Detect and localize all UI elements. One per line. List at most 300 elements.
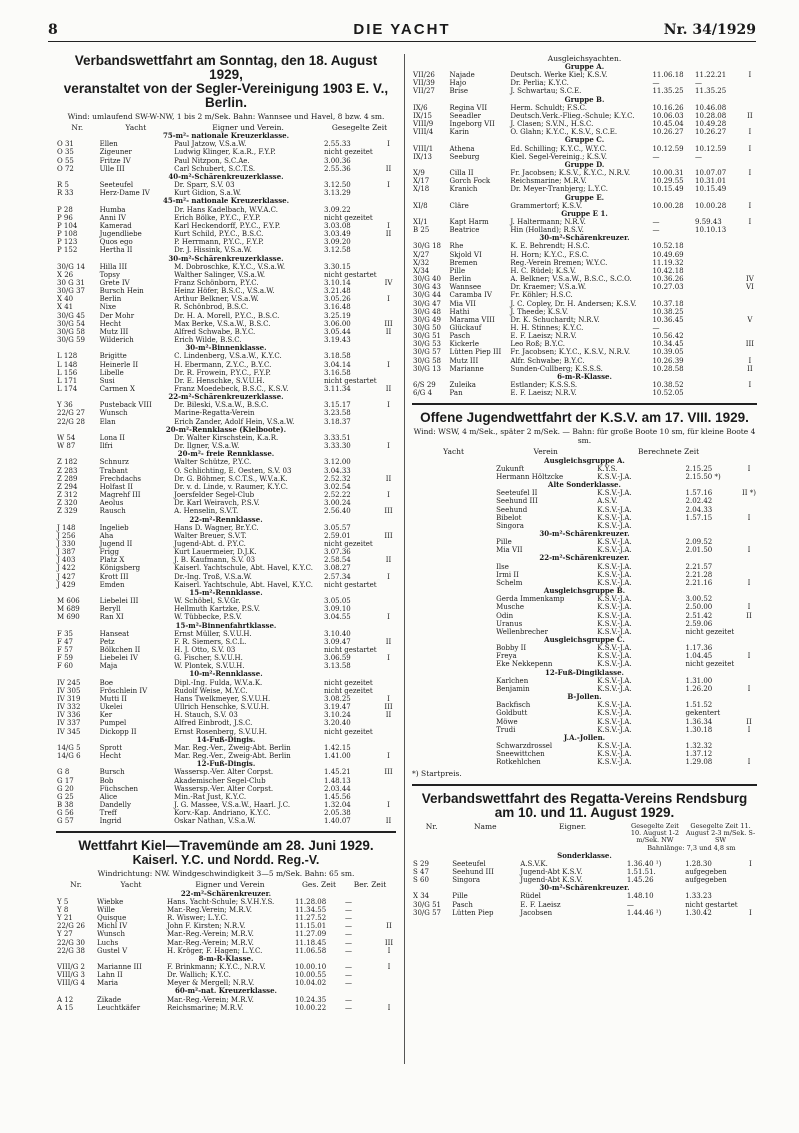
section-rule xyxy=(412,403,757,405)
placing xyxy=(743,300,757,308)
time-2: — xyxy=(345,914,352,923)
owner-club: Paul Nitzpon, S.C.Ae. xyxy=(174,156,250,165)
placing: II xyxy=(747,111,753,120)
table-row xyxy=(56,507,396,515)
owner-club: A.S.V. xyxy=(597,497,618,506)
table-row xyxy=(56,238,396,246)
time-2: I xyxy=(387,491,390,500)
entry-number: 6/S 29 xyxy=(413,381,436,390)
owner-club: Jugend-Abt K.S.V. xyxy=(520,876,583,885)
time-2 xyxy=(694,242,743,250)
entry-number: G 56 xyxy=(57,809,74,818)
yacht-name: Susi xyxy=(99,376,115,385)
time-2 xyxy=(381,287,396,295)
time: 3.21.48 xyxy=(324,287,351,296)
owner-club: W. Tübbecke, P.S.V. xyxy=(174,613,242,622)
time: 3.33.30 xyxy=(324,442,351,451)
yacht-name: Wunsch xyxy=(99,409,128,418)
time: 10.29.55 xyxy=(652,177,684,186)
time-2 xyxy=(741,538,757,546)
section-jugendwettfahrt xyxy=(412,411,757,777)
time-2: II *) xyxy=(741,489,756,498)
time-2 xyxy=(381,157,396,165)
time-2: IV xyxy=(384,278,393,287)
table-row xyxy=(412,218,757,226)
yacht-name: Glückauf xyxy=(449,324,482,332)
entry-number: J 330 xyxy=(57,539,76,548)
owner-club: Hans. Yacht-Schule; S.V.H.Y.S. xyxy=(167,897,275,906)
table-row xyxy=(412,612,757,620)
entry-number: IX/15 xyxy=(413,111,433,120)
table-row xyxy=(412,628,757,636)
entry-number: 30 G 31 xyxy=(57,278,85,287)
entry-number: IX/13 xyxy=(413,152,433,161)
yacht-name: Singora xyxy=(496,521,524,530)
entry-number: 30/G 51 xyxy=(413,332,441,341)
time: nicht gezeitet xyxy=(324,213,373,222)
time-2 xyxy=(381,352,396,360)
placing: I xyxy=(387,946,391,955)
table-row xyxy=(412,71,757,79)
table-row xyxy=(56,312,396,320)
owner-club: Deutsch. Werke Kiel; K.S.V. xyxy=(510,71,608,80)
yacht-name: Luchs xyxy=(97,938,119,947)
owner-club: Reichsmarine; M.R.V. xyxy=(167,1003,244,1012)
owner-club: Hellmuth Kartzke, P.S.V. xyxy=(174,605,260,614)
yacht-name: Platz X xyxy=(99,556,125,565)
yacht-name: Berlin xyxy=(449,275,472,284)
time: 1.36.34 xyxy=(685,717,713,726)
time-2: II xyxy=(746,717,752,726)
time-2 xyxy=(381,238,396,246)
entry-number: X/17 xyxy=(413,177,430,186)
yacht-name: Boe xyxy=(99,678,114,687)
entry-number: G 17 xyxy=(57,776,74,785)
owner-club: Wassersp.-Ver. Alter Corpst. xyxy=(174,784,274,793)
placing xyxy=(382,996,396,1004)
time-2: — xyxy=(345,995,352,1004)
entry-number: 22/G 26 xyxy=(57,922,85,931)
entry-number xyxy=(412,718,495,726)
time-2 xyxy=(741,473,757,481)
entry-number: 30/G 49 xyxy=(413,315,441,324)
table-row xyxy=(412,876,757,884)
table-row xyxy=(412,316,757,324)
yacht-name: Cläre xyxy=(449,201,469,210)
owner-club: Alfr. Schwabe; B.Y.C. xyxy=(510,356,585,365)
column-header: Yacht xyxy=(120,881,142,890)
entry-number: J 403 xyxy=(57,556,76,565)
column-header-row xyxy=(412,844,757,852)
entry-number: 6/G 4 xyxy=(413,389,433,398)
table-row xyxy=(56,499,396,507)
entry-number xyxy=(412,563,495,571)
placing xyxy=(744,901,757,909)
yacht-name: Bursch xyxy=(99,768,125,777)
owner-club: J. Clasen; S.V.N., H.S.C. xyxy=(510,120,594,129)
yacht-name: Ukelei xyxy=(99,703,123,712)
placing: I xyxy=(748,169,752,178)
placing: I xyxy=(748,71,752,80)
placing: I xyxy=(748,144,752,153)
time-2: 1.33.23 xyxy=(685,892,712,901)
owner-club: Kurt Gidion, S.a.W. xyxy=(174,189,242,198)
yacht-name: Brise xyxy=(449,87,468,96)
owner-club: Mar.-Reg.-Verein; M.R.V. xyxy=(167,938,254,947)
table-row xyxy=(412,87,757,95)
entry-number: B 25 xyxy=(413,226,430,235)
time: 11.27.09 xyxy=(295,930,327,939)
time: 10.49.69 xyxy=(652,250,684,259)
owner-club: Mar. Reg.-Ver., Zweig-Abt. Berlin xyxy=(174,743,291,752)
owner-club: Ludwig Klinger, K.a.R., F.Y.P. xyxy=(174,148,276,157)
time: 3.25.19 xyxy=(324,311,351,320)
section-title: Berlin. xyxy=(204,95,247,110)
yacht-name: Heinerle II xyxy=(99,360,139,369)
owner-club: Arthur Belkner, V.S.a.W. xyxy=(174,295,259,304)
owner-club: Hin (Holland); R.S.V. xyxy=(510,226,584,235)
owner-club: A. Belkner; V.S.a.W., B.S.C., S.C.O. xyxy=(510,275,632,284)
time-2 xyxy=(694,381,743,389)
time-2: I xyxy=(387,401,390,410)
class-header-row xyxy=(412,96,757,104)
yacht-name: Pasch xyxy=(452,900,473,909)
yacht-name: Elan xyxy=(99,417,116,426)
time-2: — xyxy=(345,963,352,971)
owner-club: Dr. R. Frowein, P.Y.C., F.Y.P. xyxy=(174,368,271,377)
time: 1.57.15 xyxy=(685,513,713,522)
column-header: Ges. Zeit xyxy=(301,881,337,890)
owner-club: Min.-Rat Just, K.Y.C. xyxy=(174,792,247,801)
class-header-row xyxy=(412,194,757,202)
time-2: I xyxy=(747,725,751,734)
entry-number: A 15 xyxy=(57,1003,74,1012)
time: 11.35.25 xyxy=(652,87,684,96)
yacht-name: Zigeuner xyxy=(99,148,132,157)
class-header-row xyxy=(56,760,396,768)
table-row xyxy=(412,112,757,120)
entry-number: X 41 xyxy=(57,303,74,312)
table-row xyxy=(56,922,396,930)
class-header-row xyxy=(56,589,396,597)
time: 3.03.49 xyxy=(324,230,351,239)
time-2: 10.15.49 xyxy=(695,185,727,194)
time-2 xyxy=(741,701,757,709)
entry-number: 30/G 18 xyxy=(413,242,441,251)
table-row xyxy=(56,279,396,287)
yacht-name: Wilderich xyxy=(99,336,134,345)
time: 10.38.52 xyxy=(652,381,684,390)
owner-club: K.S.V.-J.A. xyxy=(597,472,632,481)
time-2: II xyxy=(385,327,392,336)
entry-number: IV 332 xyxy=(57,703,81,712)
entry-number: Z 283 xyxy=(57,466,78,475)
time-2 xyxy=(694,389,743,397)
entry-number: IX/6 xyxy=(413,103,428,112)
owner-club: K. E. Behrendt; H.S.C. xyxy=(510,242,590,251)
table-row xyxy=(56,540,396,548)
yacht-name: Sprott xyxy=(99,743,123,752)
time-2 xyxy=(381,263,396,271)
yacht-name: Brigitte xyxy=(99,352,127,361)
class-header-row xyxy=(412,693,757,701)
entry-number: 30/G 50 xyxy=(413,324,441,332)
owner-club: Heinz Höfer, B.S.C., V.S.a.W. xyxy=(174,287,275,296)
owner-club: Dr. Ilgner, V.S.a.W. xyxy=(174,442,240,451)
entry-number xyxy=(412,465,495,473)
placing xyxy=(743,104,757,112)
table-row xyxy=(56,475,396,483)
yacht-name: Irmi II xyxy=(496,570,519,579)
owner-club: W. Schöbel, S.V.Gr. xyxy=(174,597,241,606)
yacht-name: Nixe xyxy=(99,303,117,312)
yacht-name: Seehund III xyxy=(496,497,538,506)
time-2 xyxy=(381,336,396,344)
entry-number: 30/G 58 xyxy=(413,356,441,365)
owner-club: Sunden-Cullberg; K.S.S.S. xyxy=(510,364,603,373)
class-name: 30-m²-Schärenkreuzer. xyxy=(539,529,630,538)
table-row xyxy=(56,809,396,817)
table-row xyxy=(56,817,396,825)
time: 3.00.36 xyxy=(324,156,351,165)
time-2 xyxy=(694,259,743,267)
yacht-name: Uranus xyxy=(496,619,523,628)
time xyxy=(651,291,694,299)
table-row xyxy=(56,222,396,230)
table-row xyxy=(56,385,396,393)
time-2 xyxy=(381,548,396,556)
column-header: Name xyxy=(473,822,497,831)
time-2: I xyxy=(747,513,751,522)
results-table xyxy=(56,881,396,1012)
owner-club: Dr. J. Hissink, V.S.a.W. xyxy=(174,246,252,255)
yacht-name: Leuchtkäfer xyxy=(97,1003,141,1012)
time: 10.04.02 xyxy=(295,979,327,988)
yacht-name: Goldbutt xyxy=(496,709,528,718)
entry-number: O 72 xyxy=(57,164,74,173)
entry-number xyxy=(412,677,495,685)
time: 1.44.46 ¹) xyxy=(626,908,662,917)
time-2: II xyxy=(385,711,392,720)
entry-number: P 104 xyxy=(57,221,78,230)
time: 1.42.15 xyxy=(324,743,351,752)
placing xyxy=(743,79,757,87)
class-header-row xyxy=(56,670,396,678)
yacht-name: Kamerad xyxy=(99,221,132,230)
results-table xyxy=(412,63,757,397)
yacht-name: Trudi xyxy=(496,725,516,734)
owner-club: Kaiserl. Yachtschule, Abt. Havel, K.Y.C. xyxy=(174,580,313,589)
table-row xyxy=(56,157,396,165)
yacht-name: Pasch xyxy=(449,332,471,341)
time: — xyxy=(652,79,660,88)
yacht-name: Wannsee xyxy=(449,283,482,292)
time: 3.04.55 xyxy=(324,613,351,622)
time: 3.19.43 xyxy=(324,336,351,345)
entry-number: VIII/1 xyxy=(413,144,434,153)
class-header-row xyxy=(56,197,396,205)
time: 1.45.56 xyxy=(324,792,351,801)
time: 2.58.54 xyxy=(324,556,351,565)
owner-club: Fr. Jacobsen; K.Y.C., K.S.V., N.R.V. xyxy=(510,348,631,357)
owner-club: Dr. E. Henschke, S.V.U.H. xyxy=(174,376,265,385)
footnote: *) Startpreis. xyxy=(412,768,462,778)
section-rule xyxy=(412,784,757,786)
table-row xyxy=(412,522,757,530)
owner-club: P. Herrmann, P.Y.C., F.Y.P. xyxy=(174,238,264,247)
placing: V xyxy=(747,315,753,324)
table-row xyxy=(56,165,396,173)
entry-number: 22/G 38 xyxy=(57,946,85,955)
time-2: II xyxy=(385,637,392,646)
time: 1.32.04 xyxy=(324,800,351,809)
class-name: 30-m²-Schärenkreuzer. xyxy=(539,234,630,243)
time: 3.05.05 xyxy=(324,597,351,606)
time: 1.48.13 xyxy=(324,776,351,785)
yacht-name: Seeteufel xyxy=(99,181,134,190)
owner-club: H. Horn; K.Y.C., F.S.C. xyxy=(510,250,589,259)
column-header: Eigner und Verein xyxy=(195,881,265,890)
yacht-name: Hanseat xyxy=(99,629,130,638)
owner-club: O. Glahn; K.Y.C., K.S.V., S.C.E. xyxy=(510,128,618,137)
table-row xyxy=(412,563,757,571)
table-row xyxy=(412,726,757,734)
owner-club: Hans D. Wagner, Br.Y.C. xyxy=(174,523,259,532)
table-row xyxy=(56,246,396,254)
time: nicht gezeitet xyxy=(685,660,735,669)
table-row xyxy=(412,332,757,340)
owner-club: Akademischer Segel-Club xyxy=(174,776,266,785)
owner-club: K.Y.S. xyxy=(597,464,618,473)
owner-club: Herm. Schuldt; F.S.C. xyxy=(510,103,588,112)
yacht-name: Krott III xyxy=(99,572,129,581)
owner-club: F. R. Siemers, S.C.L. xyxy=(174,637,247,646)
table-row xyxy=(412,300,757,308)
yacht-name: Mutz III xyxy=(449,356,479,365)
time: 10.28.58 xyxy=(652,364,684,373)
placing: I xyxy=(748,356,752,365)
table-row xyxy=(412,340,757,348)
class-header-row xyxy=(412,852,757,860)
entry-number: L 128 xyxy=(57,352,78,361)
owner-club: Dr. Walter Kirschstein, K.a.R. xyxy=(174,433,279,442)
class-header-row xyxy=(412,554,757,562)
time: 10.36.45 xyxy=(652,315,684,324)
class-name: 60-m²-nat. Kreuzerklasse. xyxy=(174,987,277,996)
table-row xyxy=(56,287,396,295)
owner-club: K.S.V.-J.A. xyxy=(597,513,632,522)
column-header: Gesegelte Zeit 10. August 1-2 m/Sek. NW xyxy=(630,822,679,844)
entry-number: X/32 xyxy=(413,258,430,267)
yacht-name: Jugendliebe xyxy=(99,230,142,239)
table-row xyxy=(412,750,757,758)
owner-club: Mar.-Reg.Verein; M.R.V. xyxy=(167,905,252,914)
yacht-name: Füchschen xyxy=(99,784,139,793)
table-row xyxy=(56,556,396,564)
time: nicht gezeitet xyxy=(685,627,735,636)
entry-number xyxy=(412,506,495,514)
section-title: Wettfahrt Kiel—Travemünde am 28. Juni 1929. xyxy=(78,838,374,854)
course-length: Bahnlänge: 7,3 und 4,8 sm xyxy=(647,843,736,852)
time-2 xyxy=(741,620,757,628)
owner-club: Marine-Regatta-Verein xyxy=(174,409,255,418)
entry-number xyxy=(412,660,495,668)
column-header-row xyxy=(56,881,396,889)
time-2: 10.46.08 xyxy=(695,103,727,112)
table-row xyxy=(56,206,396,214)
column-header: Yacht xyxy=(125,124,147,132)
table-row xyxy=(56,654,396,662)
entry-number: W 54 xyxy=(57,433,76,442)
table-row xyxy=(56,605,396,613)
section-rendsburg xyxy=(412,792,757,917)
time: 3.18.37 xyxy=(324,417,351,426)
time-2: II xyxy=(385,385,392,393)
class-header-row xyxy=(56,255,396,263)
column-header-row xyxy=(56,124,396,132)
time: 10.56.42 xyxy=(652,332,684,341)
time: 2.21.16 xyxy=(685,578,713,587)
owner-club: J. Schwartau; S.C.E. xyxy=(510,87,582,96)
entry-number xyxy=(412,579,495,587)
entry-number: O 31 xyxy=(57,140,74,149)
time-2: 10.10.13 xyxy=(695,226,727,235)
entry-number xyxy=(412,709,495,717)
yacht-name: Frechdachs xyxy=(99,474,142,483)
owner-club: K.S.V.-J.A. xyxy=(597,758,632,767)
owner-club: Erich Zander, Adolf Hein, V.S.a.W. xyxy=(174,417,295,426)
time: 3.08.27 xyxy=(324,564,351,573)
table-row xyxy=(412,742,757,750)
column-header: Eigner. xyxy=(559,822,587,831)
placing xyxy=(743,332,757,340)
yacht-name: Fritze IV xyxy=(99,156,131,165)
time-2 xyxy=(741,750,757,758)
owner-club: Deutsch.Verk.-Flieg.-Schule; K.Y.C. xyxy=(510,111,635,120)
class-name: B-Jollen. xyxy=(567,693,602,702)
entry-number: 14/G 6 xyxy=(57,752,81,761)
time: 1.51.52 xyxy=(685,701,713,710)
owner-club: K.S.V.-J.A. xyxy=(597,546,632,555)
time: 11.34.55 xyxy=(295,905,327,914)
entry-number: R 5 xyxy=(57,181,69,190)
entry-number: VIII/4 xyxy=(413,128,434,137)
owner-club: Dr.-Ing. Troß, V.S.a.W. xyxy=(174,572,252,581)
time-2 xyxy=(381,271,396,279)
owner-club: Karl Heckendorff, P.Y.C., F.Y.P. xyxy=(174,221,281,230)
owner-club: J. Haltermann; N.R.V. xyxy=(510,217,586,226)
placing xyxy=(743,348,757,356)
time: 11.06.58 xyxy=(295,946,327,955)
entry-number xyxy=(412,603,495,611)
owner-club: Ullrich Henschke, S.V.U.H. xyxy=(174,703,269,712)
time: 2.05.38 xyxy=(324,809,351,818)
entry-number xyxy=(412,595,495,603)
table-row xyxy=(412,860,757,868)
entry-number: P 28 xyxy=(57,205,73,214)
yacht-name: Quisque xyxy=(97,914,127,923)
entry-number: IV 345 xyxy=(57,727,81,736)
entry-number: P 152 xyxy=(57,246,78,255)
entry-number: 30/G 59 xyxy=(57,336,85,345)
time-2: I xyxy=(387,613,390,622)
placing: VI xyxy=(745,283,754,292)
class-name: 12-Fuß-Dingis. xyxy=(196,760,256,769)
owner-club: K.S.V.-J.A. xyxy=(597,627,632,636)
entry-number: M 689 xyxy=(57,605,80,614)
owner-club: Dr. Hans Kadelbach, W.V.A.C. xyxy=(174,205,278,214)
time: 10.26.39 xyxy=(652,356,684,365)
